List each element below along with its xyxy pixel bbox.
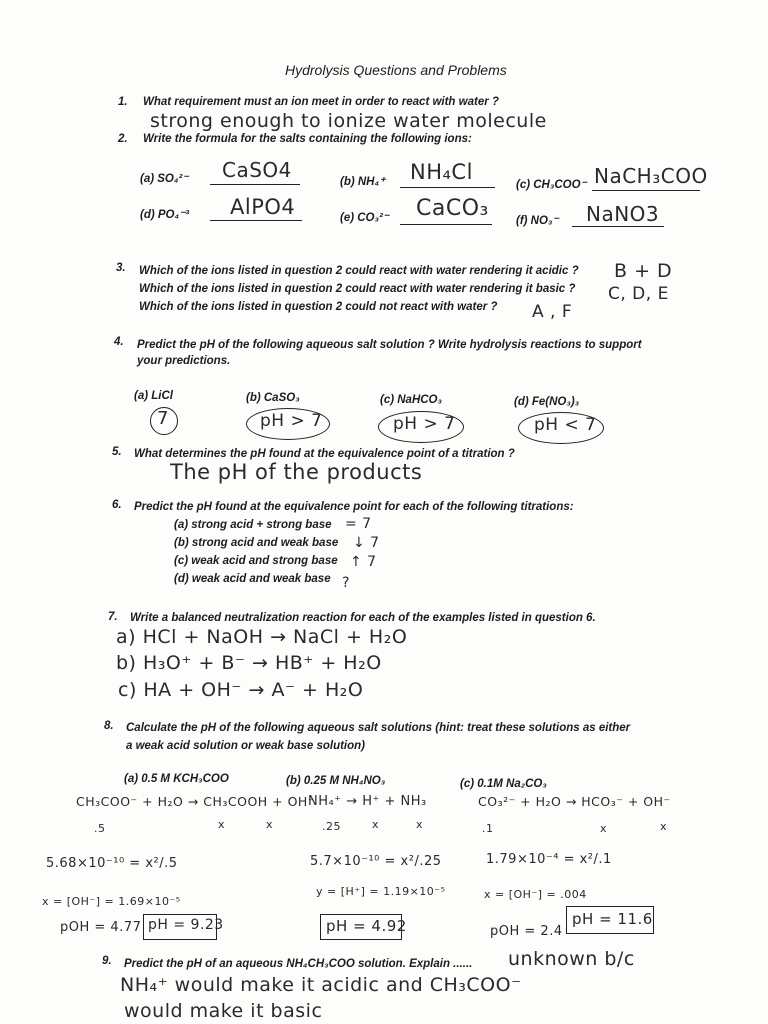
q4d-answer: pH < 7	[534, 415, 597, 435]
q4b-label: (b) CaSO₃	[246, 392, 300, 404]
q1-answer: strong enough to ionize water molecule	[150, 110, 547, 132]
q8a-poh: pOH = 4.77	[60, 920, 142, 935]
page-title: Hydrolysis Questions and Problems	[285, 62, 507, 78]
q2a-blank	[210, 184, 300, 185]
q8b-label: (b) 0.25 M NH₄NO₃	[286, 775, 386, 787]
q6d-label: (d) weak acid and weak base	[174, 573, 331, 585]
q6-text: Predict the pH found at the equivalence point for each of the following titrations:	[134, 501, 574, 513]
q6-number: 6.	[112, 499, 122, 511]
q8c-x2: x	[660, 820, 668, 833]
q3-answer-basic: C, D, E	[608, 284, 669, 304]
q8a-step: x = [OH⁻] = 1.69×10⁻⁵	[42, 895, 181, 908]
q2a-label: (a) SO₄²⁻	[140, 173, 189, 185]
q7-text: Write a balanced neutralization reaction for each of the examples listed in question 6.	[130, 612, 596, 624]
q8a-x2: x	[266, 818, 274, 831]
q6b-label: (b) strong acid and weak base	[174, 537, 339, 549]
q2c-blank	[592, 190, 700, 191]
q9-answer-line1: unknown b/c	[508, 948, 635, 970]
q2e-blank	[400, 224, 492, 225]
q4d-label: (d) Fe(NO₃)₃	[514, 396, 580, 408]
q8b-x2: x	[416, 818, 424, 831]
q8b-step: y = [H⁺] = 1.19×10⁻⁵	[316, 885, 446, 898]
q3-line-basic: Which of the ions listed in question 2 could react with water rendering it basic ?	[139, 283, 576, 295]
q8a-equation: 5.68×10⁻¹⁰ = x²/.5	[46, 856, 178, 871]
q8c-equation: 1.79×10⁻⁴ = x²/.1	[486, 852, 612, 867]
q3-line-none: Which of the ions listed in question 2 could not react with water ?	[139, 301, 498, 313]
q4b-answer: pH > 7	[260, 411, 323, 431]
q1-number: 1.	[118, 96, 128, 108]
q6c-answer: ↑ 7	[350, 554, 377, 570]
q2d-label: (d) PO₄⁻³	[140, 209, 189, 221]
q4-line2: your predictions.	[137, 355, 231, 367]
q8b-init: .25	[322, 820, 341, 833]
q2b-label: (b) NH₄⁺	[340, 176, 386, 188]
q8a-ph: pH = 9.23	[148, 917, 224, 933]
q8b-x1: x	[372, 818, 380, 831]
q2f-answer: NaNO3	[586, 202, 660, 226]
q9-number: 9.	[102, 955, 112, 967]
q4a-answer: 7	[157, 408, 169, 429]
q3-line-acidic: Which of the ions listed in question 2 could react with water rendering it acidic ?	[139, 265, 579, 277]
q2c-label: (c) CH₃COO⁻	[516, 179, 587, 191]
q6c-label: (c) weak acid and strong base	[174, 555, 338, 567]
q2f-label: (f) NO₃⁻	[516, 215, 559, 227]
q2b-answer: NH₄Cl	[410, 160, 473, 184]
q6b-answer: ↓ 7	[353, 535, 380, 551]
q2a-answer: CaSO4	[222, 158, 292, 182]
q8-number: 8.	[104, 720, 114, 732]
q8a-reaction: CH₃COO⁻ + H₂O → CH₃COOH + OH⁻	[76, 794, 315, 809]
q4-number: 4.	[114, 336, 124, 348]
q5-text: What determines the pH found at the equivalence point of a titration ?	[134, 448, 515, 460]
q4-line1: Predict the pH of the following aqueous salt solution ? Write hydrolysis reactions to support	[137, 339, 642, 351]
q8a-x1: x	[218, 818, 226, 831]
q8c-label: (c) 0.1M Na₂CO₃	[460, 778, 547, 790]
q8c-ph: pH = 11.6	[572, 910, 653, 928]
q2-number: 2.	[118, 133, 128, 145]
q9-text: Predict the pH of an aqueous NH₄CH₃COO solution. Explain ......	[124, 958, 473, 970]
q6d-answer: ?	[342, 575, 350, 591]
q8c-reaction: CO₃²⁻ + H₂O → HCO₃⁻ + OH⁻	[478, 794, 671, 809]
q7-number: 7.	[108, 611, 118, 623]
q3-number: 3.	[116, 262, 126, 274]
q3-answer-acidic: B + D	[614, 260, 673, 282]
q8c-poh: pOH = 2.4	[490, 924, 563, 939]
q9-answer-line3: would make it basic	[124, 1000, 323, 1022]
q2f-blank	[572, 226, 664, 227]
q2d-answer: AlPO4	[230, 195, 296, 219]
q8a-label: (a) 0.5 M KCH₃COO	[124, 773, 229, 785]
q4c-answer: pH > 7	[393, 414, 456, 434]
q2e-label: (e) CO₃²⁻	[340, 212, 389, 224]
q5-number: 5.	[112, 446, 122, 458]
q8-line1: Calculate the pH of the following aqueous salt solutions (hint: treat these solutions as either	[126, 722, 631, 734]
q8b-equation: 5.7×10⁻¹⁰ = x²/.25	[310, 854, 442, 869]
q7a-answer: a) HCl + NaOH → NaCl + H₂O	[116, 626, 408, 648]
q4c-label: (c) NaHCO₃	[380, 394, 442, 406]
q8c-init: .1	[482, 822, 494, 835]
q2b-blank	[400, 187, 495, 188]
q2e-answer: CaCO₃	[416, 196, 489, 221]
q7c-answer: c) HA + OH⁻ → A⁻ + H₂O	[118, 679, 364, 701]
q9-answer-line2: NH₄⁺ would make it acidic and CH₃COO⁻	[120, 974, 522, 996]
q8b-reaction: NH₄⁺ → H⁺ + NH₃	[308, 794, 427, 809]
q5-answer: The pH of the products	[170, 460, 423, 484]
q8c-step: x = [OH⁻] = .004	[484, 888, 587, 901]
q6a-answer: = 7	[345, 516, 372, 532]
q2d-blank	[210, 220, 302, 221]
q3-answer-none: A , F	[532, 302, 573, 322]
q8-line2: a weak acid solution or weak base solution)	[126, 740, 366, 752]
q8a-init: .5	[94, 822, 106, 835]
q2-text: Write the formula for the salts containing the following ions:	[143, 133, 472, 145]
q1-text: What requirement must an ion meet in order to react with water ?	[143, 96, 499, 108]
q8c-x1: x	[600, 822, 608, 835]
q2c-answer: NaCH₃COO	[594, 164, 708, 188]
q8b-ph: pH = 4.92	[326, 917, 407, 935]
q7b-answer: b) H₃O⁺ + B⁻ → HB⁺ + H₂O	[116, 652, 382, 674]
q6a-label: (a) strong acid + strong base	[174, 519, 332, 531]
q4a-label: (a) LiCl	[134, 390, 173, 402]
